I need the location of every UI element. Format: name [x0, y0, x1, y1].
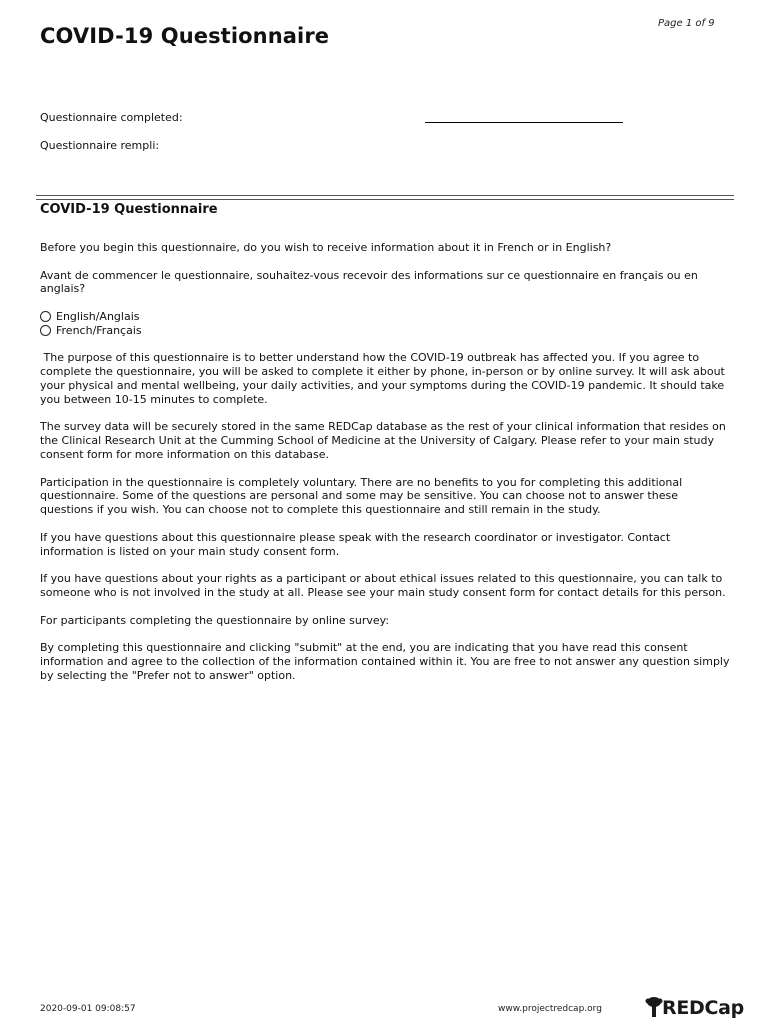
option-label: English/Anglais [56, 309, 140, 323]
redcap-logo [644, 996, 744, 1018]
language-option-english[interactable] [40, 310, 730, 324]
language-question-en: Before you begin this questionnaire, do you wish to receive information about it in French or in English? [40, 241, 612, 254]
completed-label-en: Questionnaire completed: [40, 111, 183, 124]
footer-timestamp: 2020-09-01 09:08:57 [40, 1004, 136, 1014]
footer-website-link[interactable]: www.projectredcap.org [498, 1004, 602, 1014]
questionnaire-body [40, 241, 730, 696]
section-divider-bottom [36, 199, 734, 200]
page-title: COVID-19 Questionnaire [40, 24, 330, 48]
completed-signature-line[interactable] [425, 122, 623, 123]
radio-icon[interactable] [40, 311, 51, 322]
paragraph-voluntary: Participation in the questionnaire is completely voluntary. There are no benefits to you for completing this additional questionnaire. Some of the questions are personal and some may be sensitive. You can choose not to answer these questions if you wish. You can choose not to complete this questionnaire and still remain in the study. [40, 475, 683, 517]
paragraph-purpose: The purpose of this questionnaire is to better understand how the COVID-19 outbreak has affected you. If you agree to complete the questionnaire, you will be asked to complete it either by phone, in-person or by online survey. It will ask about your physical and mental wellbeing, your daily activities, and your symptoms during the COVID-19 pandemic. It should take you between 10-15 minutes to complete. [40, 351, 729, 406]
redcap-logo-icon [644, 996, 664, 1018]
paragraph-online-heading: For participants completing the questionnaire by online survey: [40, 613, 390, 627]
language-question-fr: Avant de commencer le questionnaire, souhaitez-vous recevoir des informations sur ce questionnaire en français ou en anglais? [40, 268, 698, 296]
option-label: French/Français [56, 323, 142, 337]
completed-label-fr: Questionnaire rempli: [40, 139, 160, 152]
section-divider-top [36, 195, 734, 196]
redcap-logo-text: REDCap [662, 997, 744, 1019]
paragraph-rights: If you have questions about your rights as a participant or about ethical issues related to this questionnaire, you can talk to someone who is not involved in the study at all. Please see your main study consent form for contact details for this person. [40, 572, 726, 599]
page-indicator: Page 1 of 9 [658, 18, 715, 29]
language-option-french[interactable] [40, 324, 730, 338]
language-options [40, 310, 730, 338]
paragraph-data-storage: The survey data will be securely stored in the same REDCap database as the rest of your clinical information that resides on the Clinical Research Unit at the Cumming School of Medicine at the University of Calgary. Please refer to your main study consent form for more information on this database. [40, 420, 726, 461]
section-title: COVID-19 Questionnaire [40, 202, 218, 217]
radio-icon[interactable] [40, 325, 51, 336]
paragraph-contact: If you have questions about this questionnaire please speak with the research coordinator or investigator. Contact information is listed on your main study consent form. [40, 530, 671, 558]
paragraph-consent: By completing this questionnaire and clicking "submit" at the end, you are indicating that you have read this consent information and agree to the collection of the information contained within it. You are free to not answer any question simply by selecting the "Prefer not to answer" option. [40, 641, 730, 682]
